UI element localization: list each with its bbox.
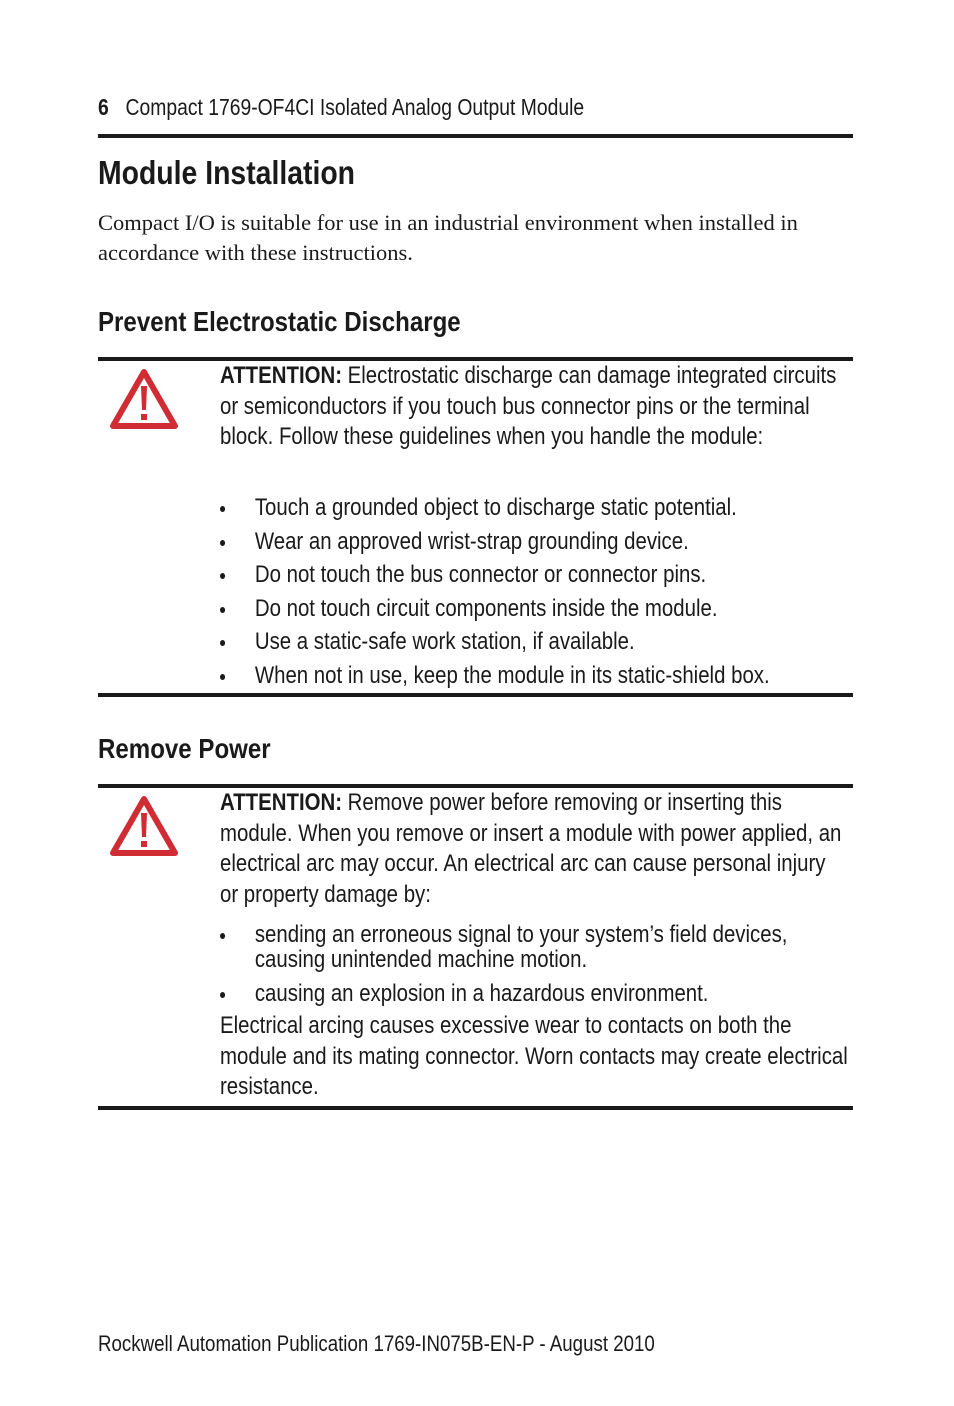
- power-closing-text: Electrical arcing causes excessive wear to contacts on both the module and its mating connector. Worn contacts may create electrical resistance.: [220, 1012, 848, 1100]
- warning-triangle-icon: [110, 368, 178, 430]
- power-attention-label: ATTENTION:: [220, 789, 343, 816]
- list-item: sending an erroneous signal to your system’s field devices, causing unintended machine motion.: [220, 922, 849, 972]
- esd-bottom-rule: [98, 693, 853, 697]
- list-item: Use a static-safe work station, if available.: [220, 629, 849, 654]
- power-attention-text: Remove power before removing or inserting this module. When you remove or insert a module with power applied, an electrical arc may occur. An electrical arc can cause personal injury or property damage by:: [220, 789, 842, 908]
- list-item: When not in use, keep the module in its static-shield box.: [220, 663, 849, 688]
- list-item: Touch a grounded object to discharge static potential.: [220, 495, 849, 520]
- publication-footer: Rockwell Automation Publication 1769-IN075B-EN-P - August 2010: [98, 1331, 655, 1356]
- document-title: Compact 1769-OF4CI Isolated Analog Output Module: [125, 94, 585, 120]
- page-number: 6: [98, 94, 109, 120]
- power-heading: Remove Power: [98, 733, 271, 764]
- list-item: causing an explosion in a hazardous environment.: [220, 981, 849, 1006]
- list-item: Do not touch circuit components inside the module.: [220, 596, 849, 621]
- list-item: Wear an approved wrist-strap grounding device.: [220, 529, 849, 554]
- esd-attention: [220, 361, 849, 453]
- esd-attention-label: ATTENTION:: [220, 362, 343, 389]
- intro-paragraph: Compact I/O is suitable for use in an industrial environment when installed in accordance with these instructions.: [98, 210, 798, 265]
- list-item: Do not touch the bus connector or connector pins.: [220, 562, 849, 587]
- running-header: [98, 94, 584, 121]
- esd-attention-text: Electrostatic discharge can damage integrated circuits or semiconductors if you touch bus connector pins or the terminal block. Follow these guidelines when you handle the module:: [220, 362, 837, 450]
- header-rule: [98, 134, 853, 138]
- section-title: Module Installation: [98, 154, 356, 191]
- esd-heading: Prevent Electrostatic Discharge: [98, 306, 461, 337]
- power-attention: [220, 788, 849, 910]
- power-bottom-rule: [98, 1106, 853, 1110]
- warning-triangle-icon: [110, 795, 178, 857]
